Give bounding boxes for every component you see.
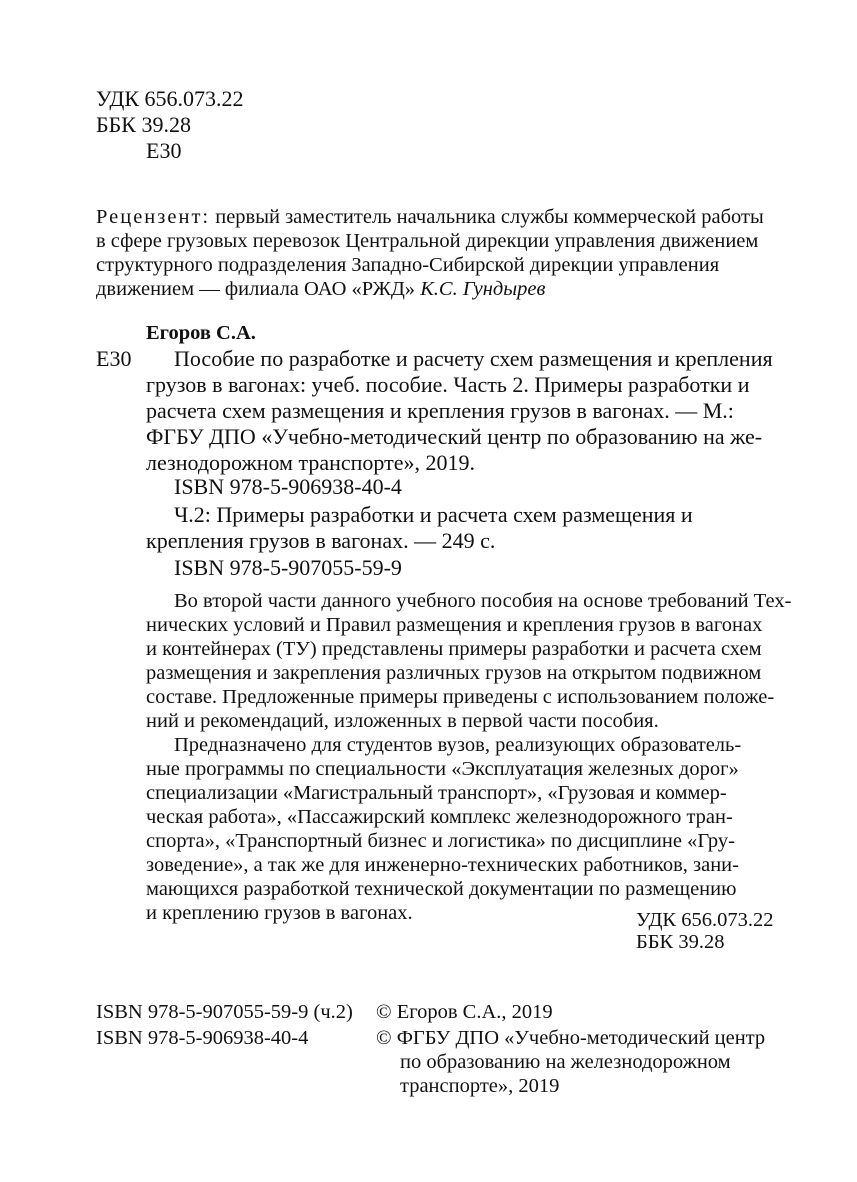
abstract-line: специализации «Магистральный транспорт», «Грузовая и коммер- — [146, 782, 727, 804]
abstract-udk: УДК 656.073.22 — [636, 909, 774, 931]
bib-title-line-2: грузов в вагонах: учеб. пособие. Часть 2. Примеры разработки и — [146, 372, 750, 397]
reviewer-label: Рецензент: — [96, 206, 211, 228]
bib-mark: Е30 — [96, 346, 132, 371]
abstract-line: размещения и закрепления различных грузов на открытом подвижном — [146, 662, 762, 684]
isbn-part: ISBN 978-5-907055-59-9 — [174, 555, 402, 580]
abstract-line: Во второй части данного учебного пособия на основе требований Тех- — [174, 590, 792, 612]
reviewer-line-3: структурного подразделения Западно-Сибирской дирекции управления — [96, 254, 720, 276]
abstract-line: и креплению грузов в вагонах. — [146, 902, 413, 924]
part-line-1: Ч.2: Примеры разработки и расчета схем размещения и — [174, 502, 693, 527]
abstract-line: ний и рекомендаций, изложенных в первой части пособия. — [146, 710, 659, 732]
bib-title-line-5: лезнодорожном транспорте», 2019. — [146, 450, 476, 475]
isbn-set: ISBN 978-5-906938-40-4 — [174, 474, 402, 499]
abstract-line: Предназначено для студентов вузов, реализующих образователь- — [174, 734, 742, 756]
abstract-bbk: ББК 39.28 — [636, 931, 725, 953]
abstract-line: мающихся разработкой технической документации по размещению — [146, 878, 737, 900]
reviewer-name: К.С. Гундырев — [415, 278, 546, 300]
bib-author: Егоров С.А. — [146, 322, 256, 344]
bib-title-line-4: ФГБУ ДПО «Учебно-методический центр по образованию на же- — [146, 424, 763, 449]
copyright-author: © Егоров С.А., 2019 — [376, 1001, 553, 1023]
copyright-publisher-line-2: по образованию на железнодорожном — [400, 1051, 731, 1073]
bib-title-line-1: Пособие по разработке и расчету схем размещения и крепления — [174, 346, 773, 371]
footer-isbn-set: ISBN 978-5-906938-40-4 — [96, 1027, 309, 1049]
abstract-line: составе. Предложенные примеры приведены с использованием положе- — [146, 686, 775, 708]
reviewer-line-1: Рецензент: первый заместитель начальника службы коммерческой работы — [96, 206, 764, 228]
abstract-line: и контейнерах (ТУ) представлены примеры разработки и расчета схем — [146, 638, 762, 660]
part-line-2: крепления грузов в вагонах. — 249 с. — [146, 528, 496, 553]
reviewer-line-2: в сфере грузовых перевозок Центральной дирекции управления движением — [96, 230, 759, 252]
bib-title-line-3: расчета схем размещения и крепления грузов в вагонах. — М.: — [146, 398, 734, 423]
abstract-line: зоведение», а так же для инженерно-технических работников, зани- — [146, 854, 739, 876]
copyright-publisher-line-3: транспорте», 2019 — [400, 1075, 560, 1097]
abstract-line: нических условий и Правил размещения и крепления грузов в вагонах — [146, 614, 763, 636]
author-mark: Е30 — [146, 138, 182, 163]
abstract-line: ные программы по специальности «Эксплуатация железных дорог» — [146, 758, 739, 780]
reviewer-line-4: движением — филиала ОАО «РЖД» К.С. Гундырев — [96, 278, 546, 300]
copyright-publisher-line-1: © ФГБУ ДПО «Учебно-методический центр — [376, 1027, 766, 1049]
footer-isbn-part: ISBN 978-5-907055-59-9 (ч.2) — [96, 1001, 353, 1023]
udk-code: УДК 656.073.22 — [96, 86, 244, 111]
bbk-code: ББК 39.28 — [96, 112, 191, 137]
abstract-line: ческая работа», «Пассажирский комплекс железнодорожного тран- — [146, 806, 733, 828]
abstract-line: спорта», «Транспортный бизнес и логистика» по дисциплине «Гру- — [146, 830, 735, 852]
